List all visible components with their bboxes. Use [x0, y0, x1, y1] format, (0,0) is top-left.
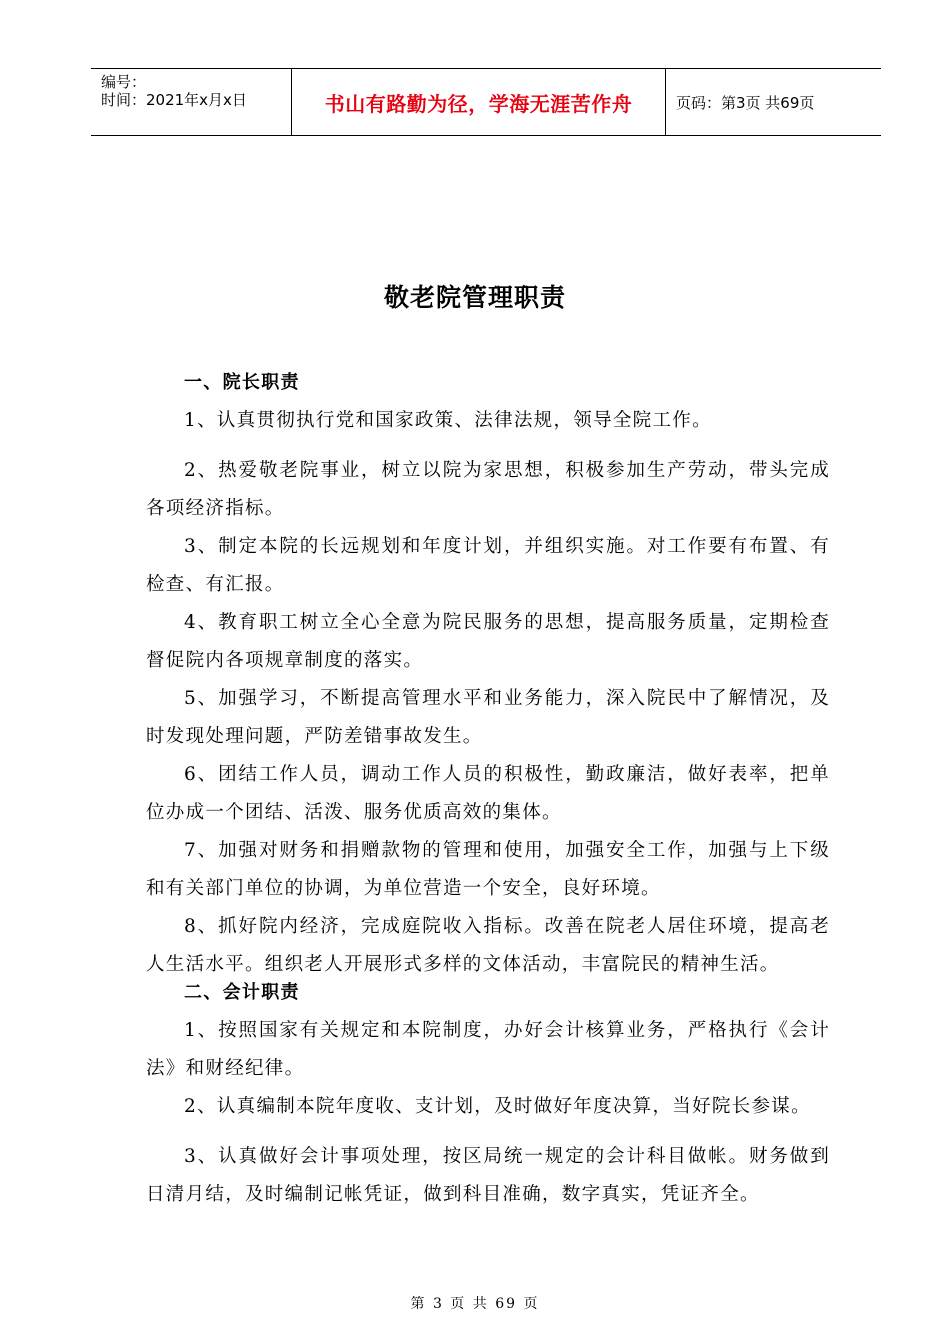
section-heading-director: 一、院长职责 — [184, 372, 300, 393]
paragraph: 2、热爱敬老院事业，树立以院为家思想，积极参加生产劳动，带头完成各项经济指标。 — [146, 460, 830, 519]
header-page-cell — [666, 69, 881, 135]
paragraph: 2、认真编制本院年度收、支计划，及时做好年度决算，当好院长参谋。 — [184, 1096, 811, 1117]
document-title: 敬老院管理职责 — [383, 283, 566, 312]
paragraph: 5、加强学习，不断提高管理水平和业务能力，深入院民中了解情况，及时发现处理问题，严防差错事故发生。 — [146, 688, 830, 747]
paragraph: 3、制定本院的长远规划和年度计划，并组织实施。对工作要有布置、有检查、有汇报。 — [146, 536, 830, 595]
paragraph: 7、加强对财务和捐赠款物的管理和使用，加强安全工作，加强与上下级和有关部门单位的协调，为单位营造一个安全，良好环境。 — [146, 840, 830, 899]
header-motto: 书山有路勤为径，学海无涯苦作舟 — [292, 69, 666, 135]
header-meta-cell — [91, 69, 292, 135]
paragraph: 6、团结工作人员，调动工作人员的积极性，勤政廉洁，做好表率，把单位办成一个团结、活泼、服务优质高效的集体。 — [146, 764, 830, 823]
paragraph: 4、教育职工树立全心全意为院民服务的思想，提高服务质量，定期检查督促院内各项规章制度的落实。 — [146, 612, 830, 671]
page-footer: 第 3 页 共 69 页 — [410, 1296, 540, 1312]
time-label: 时间：2021年x月x日 — [101, 91, 247, 109]
document-body — [146, 368, 830, 1214]
paragraph: 3、认真做好会计事项处理，按区局统一规定的会计科目做帐。财务做到日清月结，及时编制记帐凭证，做到科目准确，数字真实，凭证齐全。 — [146, 1146, 830, 1205]
page-header — [91, 68, 881, 136]
paragraph: 1、按照国家有关规定和本院制度，办好会计核算业务，严格执行《会计法》和财经纪律。 — [146, 1020, 830, 1079]
paragraph: 1、认真贯彻执行党和国家政策、法律法规，领导全院工作。 — [184, 410, 712, 431]
header-page-label: 页码：第3页 共69页 — [676, 93, 815, 112]
paragraph: 8、抓好院内经济，完成庭院收入指标。改善在院老人居住环境，提高老人生活水平。组织老人开展形式多样的文体活动，丰富院民的精神生活。 — [146, 916, 830, 975]
serial-label: 编号： — [101, 73, 147, 91]
section-heading-accountant: 二、会计职责 — [184, 982, 300, 1003]
